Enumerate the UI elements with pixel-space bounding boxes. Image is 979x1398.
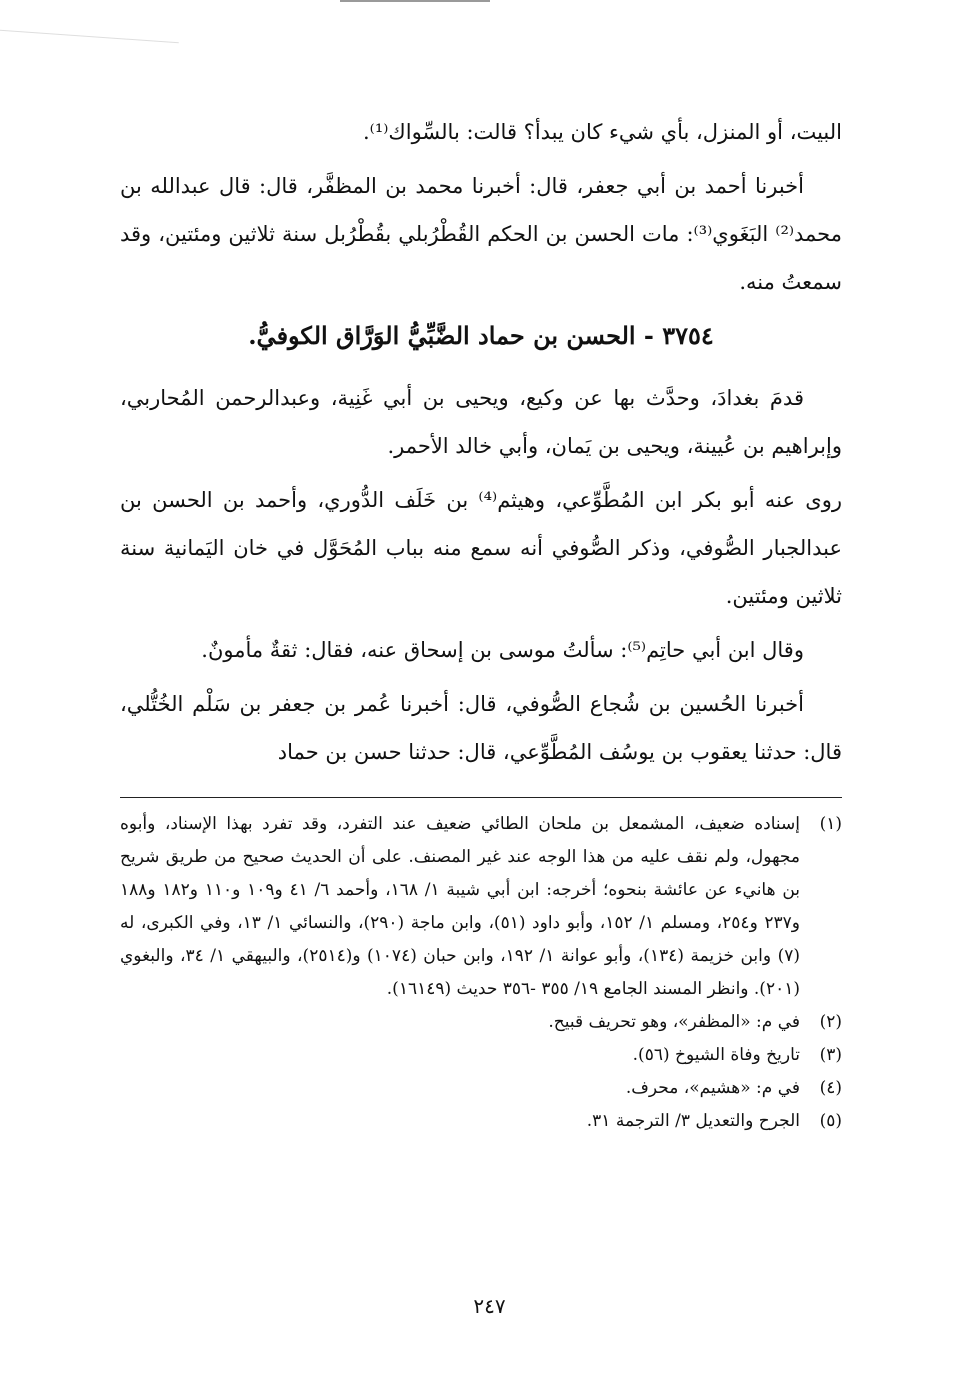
footnote-text: في م: «هشيم»، محرف. (625, 1078, 800, 1098)
footnote (120, 808, 842, 1006)
paragraph: البيت، أو المنزل، بأي شيء كان يبدأ؟ قالت: بالسِّواك⁽¹⁾. (363, 120, 842, 144)
paragraph: روى عنه أبو بكر ابن المُطَّوِّعي، وهيثم⁽⁴⁾ بن خَلَف الدُّوري، وأحمد بن الحسن بن عبدالجبار الصُّوفي، وذكر الصُّوفي أنه سمع منه بباب المُحَوَّل في خان اليَمانية سنة ثلاثين ومئتين. (120, 488, 843, 608)
footnote-text: الجرح والتعديل ٣/ الترجمة ٣١. (586, 1111, 800, 1131)
footnote (120, 1072, 842, 1105)
scan-artifact-top (340, 0, 490, 6)
footnote-text: تاريخ وفاة الشيوخ (٥٦). (632, 1045, 800, 1065)
main-text (120, 108, 842, 782)
footnote-separator (120, 797, 842, 798)
entry-heading: ٣٧٥٤ - الحسن بن حماد الضَّبِّيُّ الوَرَّاق الكوفيُّ. (248, 321, 714, 350)
footnote-number: (٢) (819, 1012, 842, 1032)
paragraph: أخبرنا الحُسين بن شُجاع الصُّوفي، قال: أخبرنا عُمر بن جعفر بن سَلْم الخُتُّلي، قال: حدثنا يعقوب بن يوسُف المُطَّوِّعي، قال: حدثنا حسن بن حماد (120, 692, 842, 764)
footnote-number: (٥) (819, 1111, 842, 1131)
paragraph: وقال ابن أبي حاتِم⁽⁵⁾: سألتُ موسى بن إسحاق عنه، فقال: ثقةٌ مأمونٌ. (201, 638, 804, 662)
footnote-number: (١) (819, 814, 842, 834)
footnote (120, 1039, 842, 1072)
footnote (120, 1105, 842, 1138)
paragraph: قدمَ بغدادَ، وحدَّث بها عن وكيع، ويحيى بن أبي غَنِية، وعبدالرحمن المُحاربي، وإبراهيم بن عُيينة، ويحيى بن يَمان، وأبي خالد الأحمر. (120, 386, 842, 458)
footnote-number: (٤) (819, 1078, 842, 1098)
footnote-number: (٣) (819, 1045, 842, 1065)
paragraph: أخبرنا أحمد بن أبي جعفر، قال: أخبرنا محمد بن المظفَّر، قال: قال عبدالله بن محمد⁽²⁾ البَغَوي⁽³⁾: مات الحسن بن الحكم القُطْرُبلي بقُطْرُبل سنة ثلاثين ومئتين، وقد سمعتُ منه. (120, 174, 842, 294)
scan-artifact-corner (0, 0, 181, 43)
footnote (120, 1006, 842, 1039)
footnotes (120, 808, 842, 1138)
footnote-text: في م: «المظفر»، وهو تحريف قبيح. (548, 1012, 800, 1032)
footnote-text: إسناده ضعيف، المشمعل بن ملحان الطائي ضعيف عند التفرد، وقد تفرد بهذا الإسناد، وأبوه مجهول، ولم نقف عليه من هذا الوجه عند غير المصنف. على أن الحديث صحيح من طريق شريح بن هانيء عن عائشة بنحوه؛ أخرجه: ابن أبي شيبة ١/ ١٦٨، وأحمد ٦/ ٤١ و١٠٩ و١١٠ و١٨٢ و١٨٨ و٢٣٧ و٢٥٤، ومسلم ١/ ١٥٢، وأبو داود (٥١)، وابن ماجة (٢٩٠)، والنسائي ١/ ١٣، وفي الكبرى، له (٧) وابن خزيمة (١٣٤)، وأبو عوانة ١/ ١٩٢، وابن حبان (١٠٧٤) و(٢٥١٤)، والبيهقي ١/ ٣٤، والبغوي (٢٠١). وانظر المسند الجامع ١٩/ ٣٥٥ -٣٥٦ حديث (١٦١٤٩). (120, 814, 800, 999)
page-number: ٢٤٧ (473, 1294, 506, 1318)
